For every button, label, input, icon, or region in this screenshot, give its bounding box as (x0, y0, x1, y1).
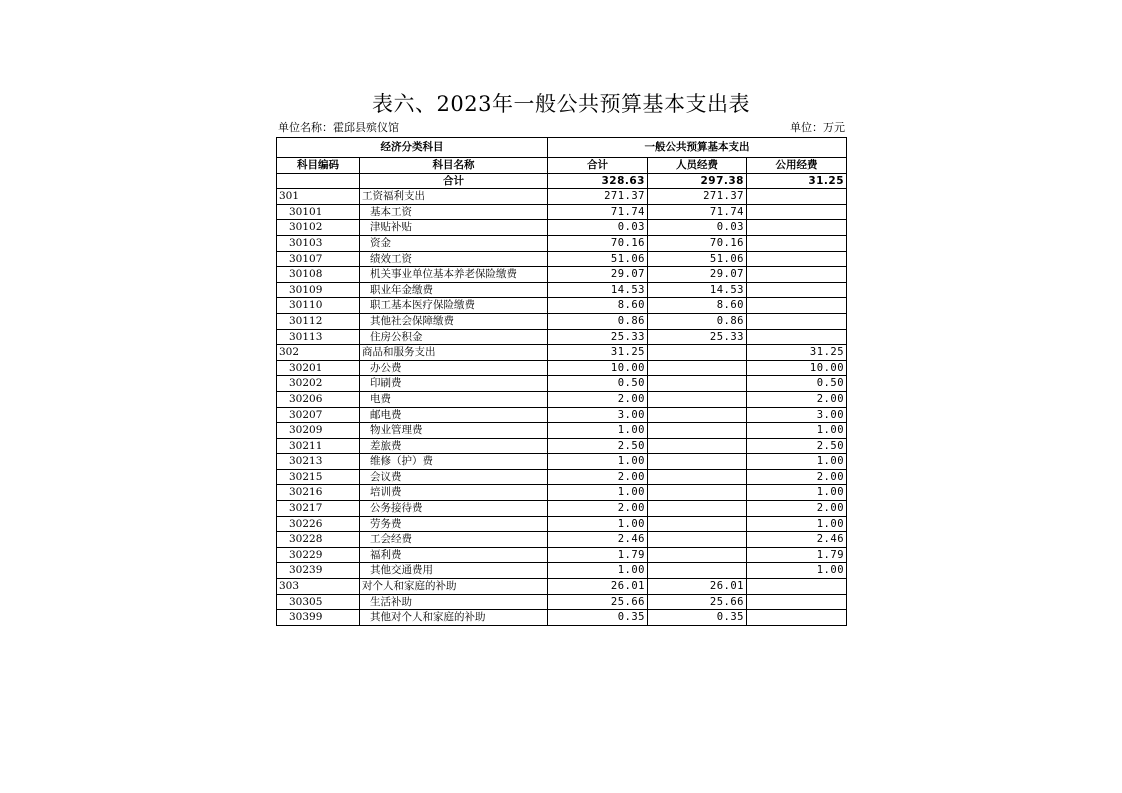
row-total-value: 2.00 (548, 391, 648, 407)
row-total-value: 1.00 (548, 516, 648, 532)
row-public-value: 1.00 (747, 516, 847, 532)
table-row (277, 563, 847, 579)
header-basic-expense: 一般公共预算基本支出 (548, 138, 847, 158)
table-row (277, 532, 847, 548)
row-personnel-value: 0.86 (648, 313, 747, 329)
row-name: 电费 (360, 391, 548, 407)
table-row (277, 313, 847, 329)
total-row (277, 173, 847, 189)
row-total-value: 1.00 (548, 563, 648, 579)
table-row (277, 579, 847, 595)
row-total-value: 51.06 (548, 251, 648, 267)
row-code: 30239 (277, 563, 360, 579)
row-public-value: 1.00 (747, 563, 847, 579)
table-row (277, 329, 847, 345)
row-public-value (747, 282, 847, 298)
budget-table (276, 137, 847, 626)
table-row (277, 220, 847, 236)
row-public-value: 31.25 (747, 345, 847, 361)
table-row (277, 376, 847, 392)
row-name: 其他对个人和家庭的补助 (360, 610, 548, 626)
header-code: 科目编码 (277, 158, 360, 174)
header-public: 公用经费 (747, 158, 847, 174)
row-name: 基本工资 (360, 204, 548, 220)
row-total-value: 25.66 (548, 594, 648, 610)
row-public-value: 1.00 (747, 423, 847, 439)
row-name: 资金 (360, 235, 548, 251)
row-name: 机关事业单位基本养老保险缴费 (360, 267, 548, 283)
row-total-value: 271.37 (548, 189, 648, 205)
row-public-value: 2.50 (747, 438, 847, 454)
row-code: 30103 (277, 235, 360, 251)
row-code: 30207 (277, 407, 360, 423)
table-row (277, 423, 847, 439)
row-personnel-value: 70.16 (648, 235, 747, 251)
row-code: 30113 (277, 329, 360, 345)
row-name: 印刷费 (360, 376, 548, 392)
row-public-value: 1.00 (747, 454, 847, 470)
row-public-value: 1.00 (747, 485, 847, 501)
row-name: 劳务费 (360, 516, 548, 532)
row-name: 职业年金缴费 (360, 282, 548, 298)
row-name: 住房公积金 (360, 329, 548, 345)
row-code: 30107 (277, 251, 360, 267)
row-total-value: 0.03 (548, 220, 648, 236)
row-personnel-value (648, 360, 747, 376)
row-total-value: 1.00 (548, 454, 648, 470)
row-public-value (747, 251, 847, 267)
row-public-value: 10.00 (747, 360, 847, 376)
row-name: 其他社会保障缴费 (360, 313, 548, 329)
row-public-value: 2.00 (747, 501, 847, 517)
row-personnel-value: 0.03 (648, 220, 747, 236)
row-name: 津贴补贴 (360, 220, 548, 236)
row-code: 30216 (277, 485, 360, 501)
table-row (277, 547, 847, 563)
row-total-value: 2.50 (548, 438, 648, 454)
row-total-value: 1.00 (548, 423, 648, 439)
table-row (277, 267, 847, 283)
table-row (277, 438, 847, 454)
row-total-value: 31.25 (548, 345, 648, 361)
row-total-value: 14.53 (548, 282, 648, 298)
row-personnel-value: 8.60 (648, 298, 747, 314)
row-public-value (747, 313, 847, 329)
row-public-value (747, 235, 847, 251)
row-personnel-value (648, 516, 747, 532)
row-code: 30102 (277, 220, 360, 236)
table-row (277, 345, 847, 361)
row-code: 30229 (277, 547, 360, 563)
row-total-value: 29.07 (548, 267, 648, 283)
table-row (277, 454, 847, 470)
row-total-value: 0.35 (548, 610, 648, 626)
row-total-value: 1.79 (548, 547, 648, 563)
row-total-value: 25.33 (548, 329, 648, 345)
row-name: 培训费 (360, 485, 548, 501)
row-name: 公务接待费 (360, 501, 548, 517)
row-personnel-value (648, 407, 747, 423)
row-total-value: 26.01 (548, 579, 648, 595)
row-code: 30109 (277, 282, 360, 298)
total-personnel-value: 297.38 (648, 173, 747, 189)
row-code: 30211 (277, 438, 360, 454)
row-code: 30206 (277, 391, 360, 407)
row-public-value (747, 594, 847, 610)
row-personnel-value: 14.53 (648, 282, 747, 298)
unit-name-label: 单位名称：霍邱县殡仪馆 (278, 121, 399, 134)
row-public-value (747, 298, 847, 314)
row-total-value: 8.60 (548, 298, 648, 314)
row-total-value: 3.00 (548, 407, 648, 423)
row-personnel-value (648, 485, 747, 501)
row-personnel-value (648, 547, 747, 563)
row-code: 303 (277, 579, 360, 595)
header-name: 科目名称 (360, 158, 548, 174)
row-name: 会议费 (360, 469, 548, 485)
row-code: 30213 (277, 454, 360, 470)
row-personnel-value (648, 345, 747, 361)
total-code-cell (277, 173, 360, 189)
row-total-value: 10.00 (548, 360, 648, 376)
row-personnel-value (648, 423, 747, 439)
row-code: 301 (277, 189, 360, 205)
total-public-value: 31.25 (747, 173, 847, 189)
row-total-value: 71.74 (548, 204, 648, 220)
row-public-value (747, 267, 847, 283)
row-name: 维修（护）费 (360, 454, 548, 470)
table-row (277, 594, 847, 610)
row-public-value (747, 329, 847, 345)
header-row-group (277, 138, 847, 158)
row-total-value: 0.50 (548, 376, 648, 392)
page-title: 表六、2023年一般公共预算基本支出表 (372, 92, 750, 116)
row-code: 30209 (277, 423, 360, 439)
row-personnel-value: 26.01 (648, 579, 747, 595)
header-row-columns (277, 158, 847, 174)
row-public-value (747, 204, 847, 220)
row-total-value: 2.00 (548, 469, 648, 485)
row-total-value: 0.86 (548, 313, 648, 329)
row-code: 30202 (277, 376, 360, 392)
row-total-value: 2.46 (548, 532, 648, 548)
row-personnel-value (648, 501, 747, 517)
table-row (277, 282, 847, 298)
table-body (277, 173, 847, 625)
row-total-value: 70.16 (548, 235, 648, 251)
row-personnel-value: 0.35 (648, 610, 747, 626)
row-code: 30228 (277, 532, 360, 548)
header-econ-class: 经济分类科目 (277, 138, 548, 158)
row-name: 职工基本医疗保险缴费 (360, 298, 548, 314)
total-label: 合计 (360, 173, 548, 189)
row-code: 30110 (277, 298, 360, 314)
header-personnel: 人员经费 (648, 158, 747, 174)
row-public-value: 2.46 (747, 532, 847, 548)
row-code: 30305 (277, 594, 360, 610)
row-public-value: 2.00 (747, 391, 847, 407)
table-row (277, 189, 847, 205)
row-personnel-value (648, 532, 747, 548)
table-row (277, 407, 847, 423)
row-personnel-value: 29.07 (648, 267, 747, 283)
table-row (277, 391, 847, 407)
row-name: 对个人和家庭的补助 (360, 579, 548, 595)
row-code: 30217 (277, 501, 360, 517)
row-name: 生活补助 (360, 594, 548, 610)
row-name: 商品和服务支出 (360, 345, 548, 361)
row-public-value: 2.00 (747, 469, 847, 485)
row-code: 30215 (277, 469, 360, 485)
table-row (277, 360, 847, 376)
row-name: 工资福利支出 (360, 189, 548, 205)
table-row (277, 501, 847, 517)
row-name: 物业管理费 (360, 423, 548, 439)
table-row (277, 516, 847, 532)
row-code: 30226 (277, 516, 360, 532)
row-code: 30101 (277, 204, 360, 220)
row-public-value: 1.79 (747, 547, 847, 563)
table-row (277, 235, 847, 251)
table-row (277, 485, 847, 501)
row-public-value (747, 579, 847, 595)
row-name: 邮电费 (360, 407, 548, 423)
row-code: 302 (277, 345, 360, 361)
row-code: 30108 (277, 267, 360, 283)
row-name: 工会经费 (360, 532, 548, 548)
row-name: 福利费 (360, 547, 548, 563)
row-name: 其他交通费用 (360, 563, 548, 579)
table-row (277, 610, 847, 626)
row-personnel-value: 25.66 (648, 594, 747, 610)
row-code: 30399 (277, 610, 360, 626)
row-name: 差旅费 (360, 438, 548, 454)
row-personnel-value: 271.37 (648, 189, 747, 205)
row-personnel-value: 71.74 (648, 204, 747, 220)
header-total: 合计 (548, 158, 648, 174)
row-personnel-value (648, 469, 747, 485)
table-row (277, 204, 847, 220)
table-row (277, 469, 847, 485)
row-personnel-value: 25.33 (648, 329, 747, 345)
row-public-value (747, 610, 847, 626)
row-public-value (747, 220, 847, 236)
row-public-value: 0.50 (747, 376, 847, 392)
row-total-value: 2.00 (548, 501, 648, 517)
row-personnel-value (648, 454, 747, 470)
row-personnel-value (648, 376, 747, 392)
row-personnel-value: 51.06 (648, 251, 747, 267)
row-name: 办公费 (360, 360, 548, 376)
row-personnel-value (648, 438, 747, 454)
unit-label: 单位：万元 (790, 121, 845, 134)
row-code: 30112 (277, 313, 360, 329)
row-personnel-value (648, 391, 747, 407)
row-public-value: 3.00 (747, 407, 847, 423)
table-row (277, 251, 847, 267)
row-personnel-value (648, 563, 747, 579)
table-row (277, 298, 847, 314)
row-public-value (747, 189, 847, 205)
row-total-value: 1.00 (548, 485, 648, 501)
row-code: 30201 (277, 360, 360, 376)
row-name: 绩效工资 (360, 251, 548, 267)
total-total-value: 328.63 (548, 173, 648, 189)
